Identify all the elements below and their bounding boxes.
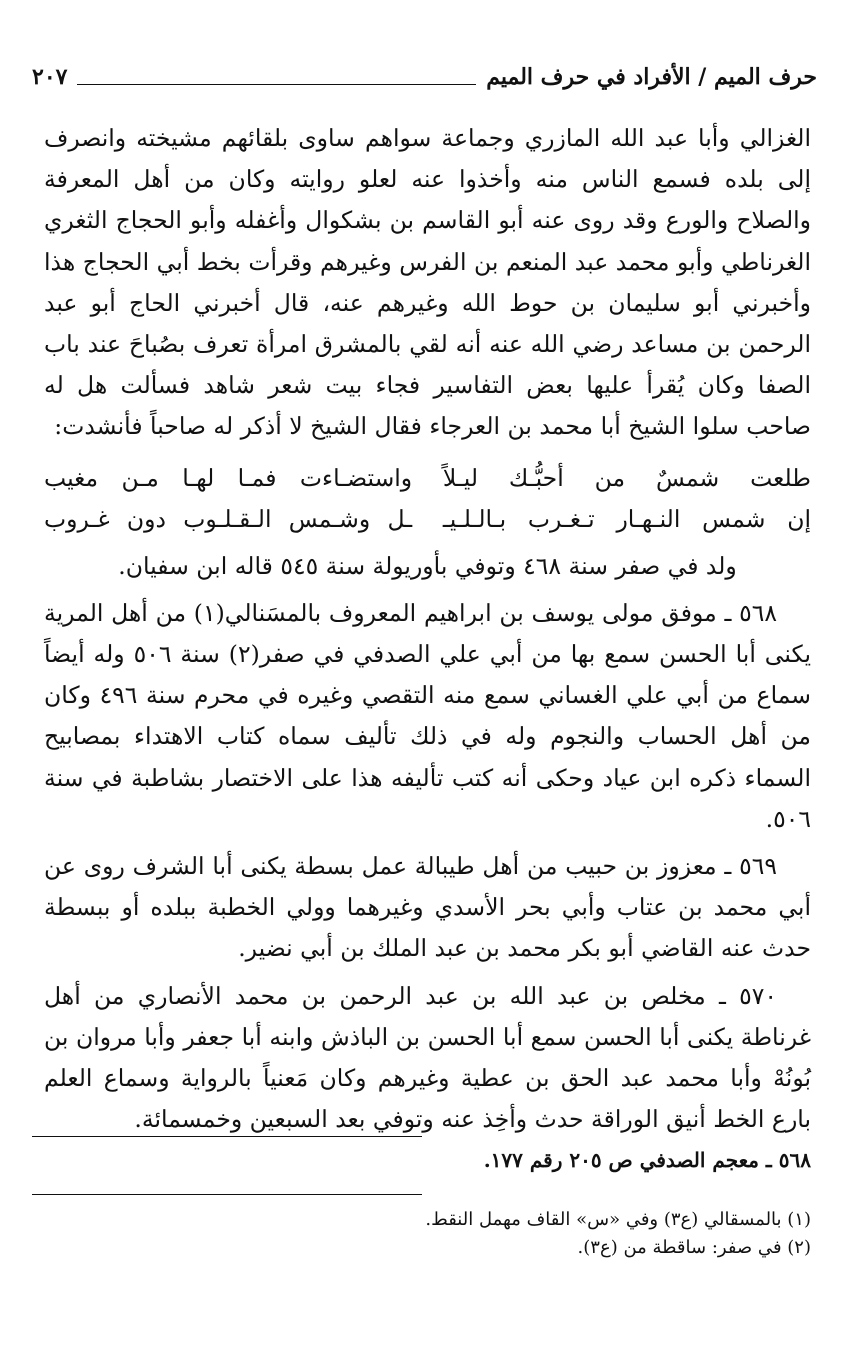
- verse-hemistich-second: واستضـاءت فمـا لهـا مـن مغيب: [44, 463, 413, 492]
- footnote-1: (١) بالمسقالي (ع٣) وفي «س» القاف مهمل النقط.: [425, 1209, 811, 1230]
- main-text: [44, 118, 811, 1140]
- intro-paragraph: الغزالي وأبا عبد الله المازري وجماعة سواهم ساوى بلقائهم مشيخته وانصرف إلى بلده فسمع الناس منه وأخذوا عنه لعلو روايته وكان من أهل المعرفة والصلاح والورع وقد روى عنه أبو القاسم بن بشكوال وأغفله وأبو الحجاج الثغري الغرناطي وأبو محمد عبد المنعم بن الفرس وغيرهم وقرأت بخط أبي الحجاج هذا وأخبرني أبو سليمان بن حوط الله وغيرهم عنه، قال أخبرني الحاج أبو عبد الرحمن بن مساعد رضي الله عنه أنه لقي بالمشرق امرأة تعرف بصُباحَ عند باب الصفا وكان يُقرأ عليها بعض التفاسير فجاء بيت شعر شاهد فسألت هل له صاحب سلوا الشيخ أبا محمد بن العرجاء فقال الشيخ لا أذكر له صاحباً فأنشدت:: [44, 124, 811, 441]
- birth-death-line: ولد في صفر سنة ٤٦٨ وتوفي بأوريولة سنة ٥٤٥ قاله ابن سفيان.: [118, 551, 737, 580]
- entry-568: ٥٦٨ ـ موفق مولى يوسف بن ابراهيم المعروف بالمسَنالي(١) من أهل المرية يكنى أبا الحسن سمع بها من أبي علي الصدفي في صفر(٢) سنة ٥٠٦ وله أيضاً سماع من أبي علي الغساني سمع منه التقصي وغيره في محرم سنة ٤٩٦ وكان من أهل الحساب والنجوم وله في ذلك تأليف سماه كتاب الاهتداء بمصابيح السماء ذكره ابن عياد وحكى أنه كتب تأليفه هذا على الاختصار بشاطبة في سنة ٥٠٦.: [44, 598, 812, 833]
- footnotes: [330, 1206, 811, 1262]
- verse-hemistich-first: طلعت شمسٌ من أحبُّـك ليـلاً: [442, 463, 811, 492]
- source-note: ٥٦٨ ـ معجم الصدفي ص ٢٠٥ رقم ١٧٧.: [483, 1148, 811, 1172]
- poem: [44, 458, 811, 540]
- verse-hemistich-first: إن شمس النـهـار تـغـرب بـالـلـيـ: [442, 504, 811, 533]
- footnote-divider: [32, 1194, 422, 1195]
- verse-line: [44, 499, 811, 540]
- running-header: [32, 60, 817, 94]
- verse-line: [44, 458, 811, 499]
- page-number: ٢٠٧: [32, 64, 68, 90]
- entry-570: ٥٧٠ ـ مخلص بن عبد الله بن عبد الرحمن بن محمد الأنصاري من أهل غرناطة يكنى أبا الحسن سمع أبا الحسن بن الباذش وابنه أبا جعفر وأبا مروان بن بُونُهْ وأبا محمد عبد الحق بن عطية وغيرهم وكان مَعنياً بالرواية وسماع العلم بارع الخط أنيق الوراقة حدث وأخِذ عنه وتوفي بعد السبعين وخمسمائة.: [44, 981, 811, 1134]
- verse-hemistich-second: ـل وشـمس الـقـلـوب دون غـروب: [44, 504, 413, 533]
- footnote-divider: [32, 1136, 422, 1137]
- entry-569: ٥٦٩ ـ معزوز بن حبيب من أهل طيبالة عمل بسطة يكنى أبا الشرف روى عن أبي محمد بن عتاب وأبي بحر الأسدي وغيرهما وولي الخطبة ببلده أو ببسطة حدث عنه القاضي أبو بكر محمد بن عبد الملك بن أبي نضير.: [44, 852, 811, 963]
- header-title: حرف الميم / الأفراد في حرف الميم: [486, 64, 817, 90]
- header-rule: [77, 84, 476, 85]
- footnote-2: (٢) في صفر: ساقطة من (ع٣).: [577, 1237, 811, 1258]
